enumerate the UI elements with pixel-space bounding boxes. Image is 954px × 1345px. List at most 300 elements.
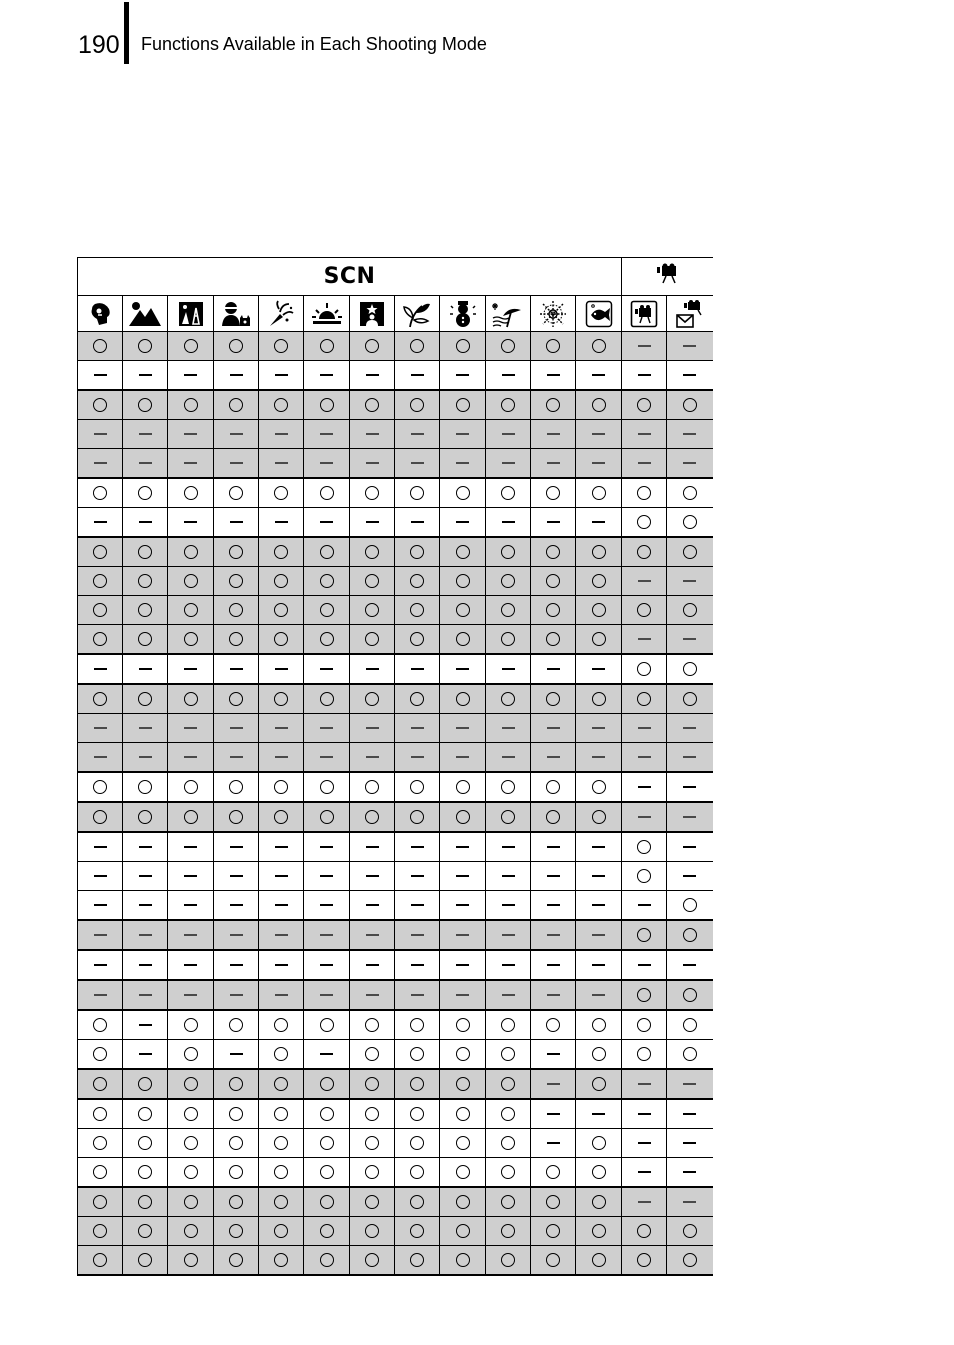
table-cell [622, 508, 667, 538]
available-circle-icon [274, 1047, 288, 1061]
unavailable-dash-icon [456, 964, 469, 966]
table-cell [350, 862, 395, 891]
available-circle-icon [320, 1253, 334, 1267]
available-circle-icon [410, 1077, 424, 1091]
available-circle-icon [93, 692, 107, 706]
table-row [78, 449, 713, 479]
available-circle-icon [410, 1047, 424, 1061]
available-circle-icon [683, 928, 697, 942]
table-cell [667, 390, 713, 420]
table-cell [78, 625, 123, 655]
unavailable-dash-icon [456, 934, 469, 936]
table-cell [395, 980, 440, 1010]
table-cell [78, 1069, 123, 1099]
available-circle-icon [138, 398, 152, 412]
table-cell [304, 772, 350, 802]
available-circle-icon [320, 574, 334, 588]
table-cell [78, 862, 123, 891]
available-circle-icon [229, 1195, 243, 1209]
unavailable-dash-icon [94, 727, 107, 729]
table-cell [168, 332, 214, 361]
table-cell [168, 980, 214, 1010]
table-cell [667, 508, 713, 538]
unavailable-dash-icon [230, 433, 243, 435]
table-cell [78, 1099, 123, 1129]
table-cell [78, 1187, 123, 1217]
unavailable-dash-icon [547, 934, 560, 936]
table-row [78, 1129, 713, 1158]
table-cell [78, 390, 123, 420]
available-circle-icon [683, 603, 697, 617]
unavailable-dash-icon [230, 964, 243, 966]
available-circle-icon [501, 1165, 515, 1179]
unavailable-dash-icon [592, 934, 605, 936]
available-circle-icon [501, 1195, 515, 1209]
table-row [78, 1099, 713, 1129]
table-cell [440, 1010, 486, 1040]
available-circle-icon [546, 1253, 560, 1267]
table-cell [304, 449, 350, 479]
table-cell [486, 950, 531, 980]
available-circle-icon [637, 486, 651, 500]
available-circle-icon [501, 398, 515, 412]
table-row [78, 390, 713, 420]
available-circle-icon [456, 1165, 470, 1179]
unavailable-dash-icon [94, 994, 107, 996]
table-cell [214, 862, 259, 891]
table-cell [576, 832, 622, 862]
table-cell [622, 625, 667, 655]
table-cell [667, 332, 713, 361]
unavailable-dash-icon [184, 668, 197, 670]
unavailable-dash-icon [275, 964, 288, 966]
mode-cell-snow [440, 296, 486, 332]
available-circle-icon [410, 398, 424, 412]
available-circle-icon [456, 339, 470, 353]
table-cell [168, 1069, 214, 1099]
available-circle-icon [274, 780, 288, 794]
available-circle-icon [365, 1165, 379, 1179]
available-circle-icon [592, 486, 606, 500]
functions-table [77, 257, 713, 1276]
available-circle-icon [320, 1224, 334, 1238]
table-cell [531, 449, 576, 479]
table-cell [395, 714, 440, 743]
available-circle-icon [93, 1195, 107, 1209]
table-cell [78, 1217, 123, 1246]
table-cell [576, 1099, 622, 1129]
table-cell [622, 1069, 667, 1099]
table-cell [304, 802, 350, 832]
unavailable-dash-icon [275, 904, 288, 906]
available-circle-icon [683, 692, 697, 706]
table-cell [667, 743, 713, 773]
unavailable-dash-icon [94, 462, 107, 464]
available-circle-icon [274, 545, 288, 559]
available-circle-icon [184, 339, 198, 353]
available-circle-icon [637, 692, 651, 706]
table-cell [259, 478, 304, 508]
table-cell [576, 920, 622, 950]
unavailable-dash-icon [683, 816, 696, 818]
table-cell [667, 891, 713, 921]
table-cell [304, 684, 350, 714]
table-cell [486, 361, 531, 391]
table-cell [531, 1158, 576, 1188]
landscape-icon [128, 300, 162, 328]
table-cell [259, 891, 304, 921]
table-row [78, 862, 713, 891]
available-circle-icon [683, 515, 697, 529]
available-circle-icon [274, 603, 288, 617]
table-cell [259, 1246, 304, 1276]
table-cell [304, 1158, 350, 1188]
table-cell [214, 361, 259, 391]
table-cell [123, 390, 168, 420]
table-cell [531, 772, 576, 802]
unavailable-dash-icon [139, 727, 152, 729]
available-circle-icon [184, 1224, 198, 1238]
available-circle-icon [501, 810, 515, 824]
table-cell [214, 1246, 259, 1276]
table-cell [259, 684, 304, 714]
table-cell [350, 1246, 395, 1276]
available-circle-icon [456, 632, 470, 646]
table-cell [168, 478, 214, 508]
table-cell [486, 1099, 531, 1129]
table-cell [350, 332, 395, 361]
unavailable-dash-icon [638, 756, 651, 758]
table-cell [214, 920, 259, 950]
table-cell [486, 714, 531, 743]
available-circle-icon [138, 574, 152, 588]
table-cell [486, 1069, 531, 1099]
table-cell [168, 390, 214, 420]
unavailable-dash-icon [683, 1201, 696, 1203]
table-row [78, 508, 713, 538]
table-cell [531, 390, 576, 420]
table-cell [667, 1129, 713, 1158]
movie-camera-icon [654, 263, 680, 285]
table-cell [168, 625, 214, 655]
unavailable-dash-icon [638, 1083, 651, 1085]
table-row [78, 654, 713, 684]
foliage-icon [402, 300, 432, 328]
available-circle-icon [683, 988, 697, 1002]
table-cell [123, 625, 168, 655]
table-cell [622, 1010, 667, 1040]
unavailable-dash-icon [638, 1113, 651, 1115]
available-circle-icon [546, 545, 560, 559]
available-circle-icon [365, 339, 379, 353]
table-cell [123, 420, 168, 449]
table-cell [622, 537, 667, 567]
available-circle-icon [592, 1018, 606, 1032]
table-cell [168, 684, 214, 714]
available-circle-icon [410, 632, 424, 646]
available-circle-icon [93, 1224, 107, 1238]
table-cell [395, 449, 440, 479]
unavailable-dash-icon [139, 374, 152, 376]
available-circle-icon [365, 574, 379, 588]
table-cell [576, 802, 622, 832]
table-cell [486, 390, 531, 420]
table-cell [78, 596, 123, 625]
available-circle-icon [93, 603, 107, 617]
unavailable-dash-icon [638, 904, 651, 906]
unavailable-dash-icon [502, 846, 515, 848]
available-circle-icon [501, 1047, 515, 1061]
unavailable-dash-icon [411, 668, 424, 670]
table-cell [168, 743, 214, 773]
table-cell [531, 596, 576, 625]
table-cell [440, 332, 486, 361]
available-circle-icon [456, 574, 470, 588]
available-circle-icon [546, 1018, 560, 1032]
available-circle-icon [229, 398, 243, 412]
available-circle-icon [456, 1018, 470, 1032]
table-row [78, 1069, 713, 1099]
available-circle-icon [592, 603, 606, 617]
header-divider [124, 2, 129, 64]
table-cell [531, 654, 576, 684]
table-cell [123, 1187, 168, 1217]
unavailable-dash-icon [547, 727, 560, 729]
available-circle-icon [93, 1018, 107, 1032]
fireworks-icon [538, 300, 568, 328]
table-cell [259, 950, 304, 980]
table-cell [486, 802, 531, 832]
table-cell [395, 1099, 440, 1129]
table-cell [395, 802, 440, 832]
table-cell [440, 743, 486, 773]
beach-icon [491, 300, 525, 328]
available-circle-icon [592, 1047, 606, 1061]
table-cell [304, 361, 350, 391]
table-cell [168, 654, 214, 684]
available-circle-icon [365, 1195, 379, 1209]
table-cell [486, 891, 531, 921]
table-cell [350, 1099, 395, 1129]
table-cell [395, 1158, 440, 1188]
unavailable-dash-icon [139, 875, 152, 877]
table-cell [78, 772, 123, 802]
table-cell [259, 567, 304, 596]
table-cell [259, 980, 304, 1010]
mode-cell-landscape [123, 296, 168, 332]
table-cell [304, 832, 350, 862]
snow-icon [448, 300, 478, 328]
available-circle-icon [410, 1195, 424, 1209]
table-cell [576, 361, 622, 391]
available-circle-icon [592, 545, 606, 559]
available-circle-icon [410, 486, 424, 500]
table-cell [214, 537, 259, 567]
unavailable-dash-icon [411, 934, 424, 936]
table-cell [304, 478, 350, 508]
unavailable-dash-icon [230, 521, 243, 523]
table-cell [78, 478, 123, 508]
table-row [78, 743, 713, 773]
table-cell [214, 684, 259, 714]
available-circle-icon [138, 1195, 152, 1209]
unavailable-dash-icon [184, 727, 197, 729]
table-cell [123, 862, 168, 891]
table-cell [78, 1158, 123, 1188]
unavailable-dash-icon [320, 875, 333, 877]
table-cell [259, 390, 304, 420]
table-cell [350, 508, 395, 538]
unavailable-dash-icon [502, 374, 515, 376]
available-circle-icon [410, 1136, 424, 1150]
available-circle-icon [456, 545, 470, 559]
table-cell [395, 920, 440, 950]
available-circle-icon [637, 545, 651, 559]
available-circle-icon [184, 486, 198, 500]
unavailable-dash-icon [366, 727, 379, 729]
table-cell [123, 980, 168, 1010]
table-cell [214, 1158, 259, 1188]
unavailable-dash-icon [184, 994, 197, 996]
available-circle-icon [274, 1136, 288, 1150]
table-cell [486, 684, 531, 714]
unavailable-dash-icon [683, 638, 696, 640]
table-cell [486, 980, 531, 1010]
table-cell [622, 332, 667, 361]
table-cell [259, 743, 304, 773]
table-cell [78, 743, 123, 773]
available-circle-icon [683, 545, 697, 559]
table-cell [667, 1158, 713, 1188]
table-cell [667, 684, 713, 714]
available-circle-icon [229, 810, 243, 824]
available-circle-icon [365, 810, 379, 824]
unavailable-dash-icon [366, 934, 379, 936]
table-cell [486, 567, 531, 596]
table-cell [486, 508, 531, 538]
available-circle-icon [637, 1047, 651, 1061]
available-circle-icon [456, 692, 470, 706]
unavailable-dash-icon [456, 846, 469, 848]
unavailable-dash-icon [638, 727, 651, 729]
table-cell [622, 862, 667, 891]
available-circle-icon [138, 1253, 152, 1267]
table-cell [486, 478, 531, 508]
table-row [78, 684, 713, 714]
table-cell [214, 714, 259, 743]
mode-cell-fireworks [531, 296, 576, 332]
unavailable-dash-icon [366, 904, 379, 906]
available-circle-icon [320, 780, 334, 794]
table-cell [440, 390, 486, 420]
unavailable-dash-icon [547, 964, 560, 966]
table-cell [214, 1069, 259, 1099]
table-cell [667, 567, 713, 596]
mode-cell-foliage [395, 296, 440, 332]
unavailable-dash-icon [320, 934, 333, 936]
table-cell [123, 478, 168, 508]
table-row [78, 772, 713, 802]
available-circle-icon [683, 398, 697, 412]
table-cell [123, 332, 168, 361]
unavailable-dash-icon [411, 462, 424, 464]
available-circle-icon [546, 780, 560, 794]
available-circle-icon [410, 603, 424, 617]
mode-cell-kids-pets [214, 296, 259, 332]
unavailable-dash-icon [411, 994, 424, 996]
table-cell [622, 1099, 667, 1129]
table-cell [486, 772, 531, 802]
table-cell [350, 1158, 395, 1188]
table-cell [576, 950, 622, 980]
table-cell [576, 654, 622, 684]
available-circle-icon [592, 1253, 606, 1267]
table-cell [622, 654, 667, 684]
movie-group-header [622, 258, 713, 296]
table-cell [259, 802, 304, 832]
table-cell [350, 1129, 395, 1158]
table-cell [531, 478, 576, 508]
table-cell [440, 449, 486, 479]
unavailable-dash-icon [366, 756, 379, 758]
table-cell [168, 1187, 214, 1217]
table-cell [531, 832, 576, 862]
available-circle-icon [184, 398, 198, 412]
table-cell [667, 420, 713, 449]
unavailable-dash-icon [456, 433, 469, 435]
table-row [78, 891, 713, 921]
table-cell [259, 1129, 304, 1158]
available-circle-icon [637, 603, 651, 617]
unavailable-dash-icon [411, 374, 424, 376]
table-cell [622, 567, 667, 596]
table-cell [304, 1010, 350, 1040]
unavailable-dash-icon [275, 668, 288, 670]
unavailable-dash-icon [275, 374, 288, 376]
table-cell [78, 1129, 123, 1158]
table-cell [440, 1158, 486, 1188]
available-circle-icon [184, 1107, 198, 1121]
unavailable-dash-icon [547, 374, 560, 376]
table-cell [168, 862, 214, 891]
table-cell [667, 596, 713, 625]
table-cell [486, 1158, 531, 1188]
table-cell [667, 950, 713, 980]
scn-group-header [78, 258, 622, 296]
table-cell [440, 714, 486, 743]
sunset-icon [310, 300, 344, 328]
available-circle-icon [365, 780, 379, 794]
table-cell [123, 802, 168, 832]
table-cell [486, 862, 531, 891]
table-cell [214, 596, 259, 625]
unavailable-dash-icon [366, 521, 379, 523]
available-circle-icon [683, 1253, 697, 1267]
unavailable-dash-icon [592, 994, 605, 996]
table-cell [123, 1069, 168, 1099]
unavailable-dash-icon [683, 756, 696, 758]
available-circle-icon [501, 780, 515, 794]
unavailable-dash-icon [638, 374, 651, 376]
available-circle-icon [637, 1018, 651, 1032]
table-cell [395, 361, 440, 391]
table-cell [622, 980, 667, 1010]
table-cell [78, 684, 123, 714]
unavailable-dash-icon [320, 904, 333, 906]
available-circle-icon [274, 1195, 288, 1209]
table-row [78, 950, 713, 980]
unavailable-dash-icon [638, 433, 651, 435]
